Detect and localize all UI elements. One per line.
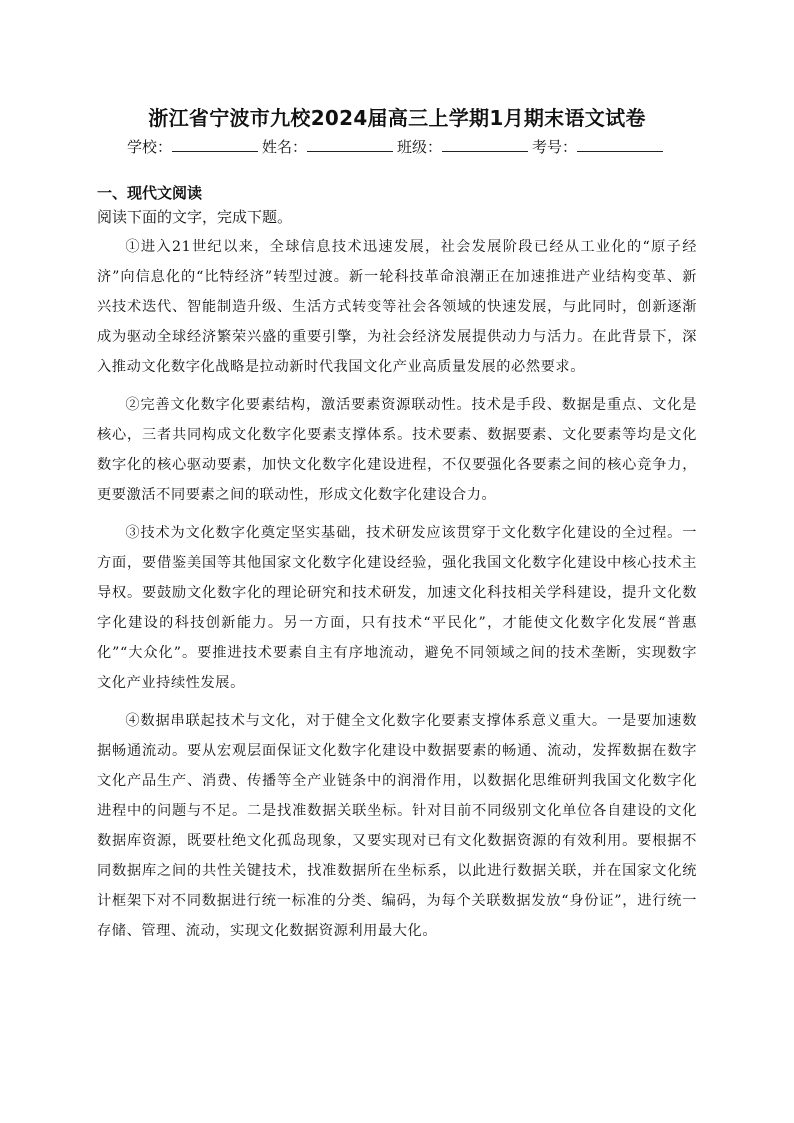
reading-instruction: 阅读下面的文字，完成下题。: [97, 208, 293, 226]
paragraph-4: ④数据串联起技术与文化，对于健全文化数字化要素支撑体系意义重大。一是要加速数据畅通流动。要从宏观层面保证文化数字化建设中数据要素的畅通、流动，发挥数据在数字文化产品生产、消费、传播等全产业链条中的润滑作用，以数据化思维研判我国文化数字化进程中的问题与不足。二是找准数据关联坐标。针对目前不同级别文化单位各自建设的文化数据库资源，既要杜绝文化孤岛现象，又要实现对已有文化数据资源的有效利用。要根据不同数据库之间的共性关键技术，找准数据所在坐标系，以此进行数据关联，并在国家文化统计框架下对不同数据进行统一标准的分类、编码，为每个关联数据发放“身份证”，进行统一存储、管理、流动，实现文化数据资源利用最大化。: [97, 713, 697, 939]
paragraph-3: ③技术为文化数字化奠定坚实基础，技术研发应该贯穿于文化数字化建设的全过程。一方面，要借鉴美国等其他国家文化数字化建设经验，强化我国文化数字化建设中核心技术主导权。要鼓励文化数字化的理论研究和技术研发，加速文化科技相关学科建设，提升文化数字化建设的科技创新能力。另一方面，只有技术“平民化”，才能使文化数字化发展“普惠化”“大众化”。要推进技术要素自主有序地流动，避免不同领域之间的技术垄断，实现数字文化产业持续性发展。: [97, 525, 697, 691]
paragraph-2: ②完善文化数字化要素结构，激活要素资源联动性。技术是手段、数据是重点、文化是核心，三者共同构成文化数字化要素支撑体系。技术要素、数据要素、文化要素等均是文化数字化的核心驱动要素，加快文化数字化建设进程，不仅要强化各要素之间的核心竞争力，更要激活不同要素之间的联动性，形成文化数字化建设合力。: [97, 397, 697, 503]
name-blank[interactable]: [307, 137, 393, 152]
exam-number-label: 考号：: [532, 138, 578, 156]
name-field: [262, 136, 397, 157]
class-field: [397, 136, 532, 157]
school-blank[interactable]: [172, 137, 258, 152]
exam-number-field: [532, 136, 667, 157]
exam-number-blank[interactable]: [577, 137, 663, 152]
reading-passage: [97, 232, 697, 954]
student-info-line: [0, 136, 794, 157]
school-label: 学校：: [126, 138, 172, 156]
section-heading: 一、现代文阅读: [97, 184, 203, 202]
class-blank[interactable]: [442, 137, 528, 152]
school-field: [127, 136, 262, 157]
page-title: 浙江省宁波市九校2024届高三上学期1月期末语文试卷: [148, 106, 646, 130]
name-label: 姓名：: [261, 138, 307, 156]
class-label: 班级：: [397, 138, 443, 156]
paragraph-1: ①进入21世纪以来，全球信息技术迅速发展，社会发展阶段已经从工业化的“原子经济”向信息化的“比特经济”转型过渡。新一轮科技革命浪潮正在加速推进产业结构变革、新兴技术迭代、智能制造升级、生活方式转变等社会各领域的快速发展，与此同时，创新逐渐成为驱动全球经济繁荣兴盛的重要引擎，为社会经济发展提供动力与活力。在此背景下，深入推动文化数字化战略是拉动新时代我国文化产业高质量发展的必然要求。: [97, 239, 697, 375]
